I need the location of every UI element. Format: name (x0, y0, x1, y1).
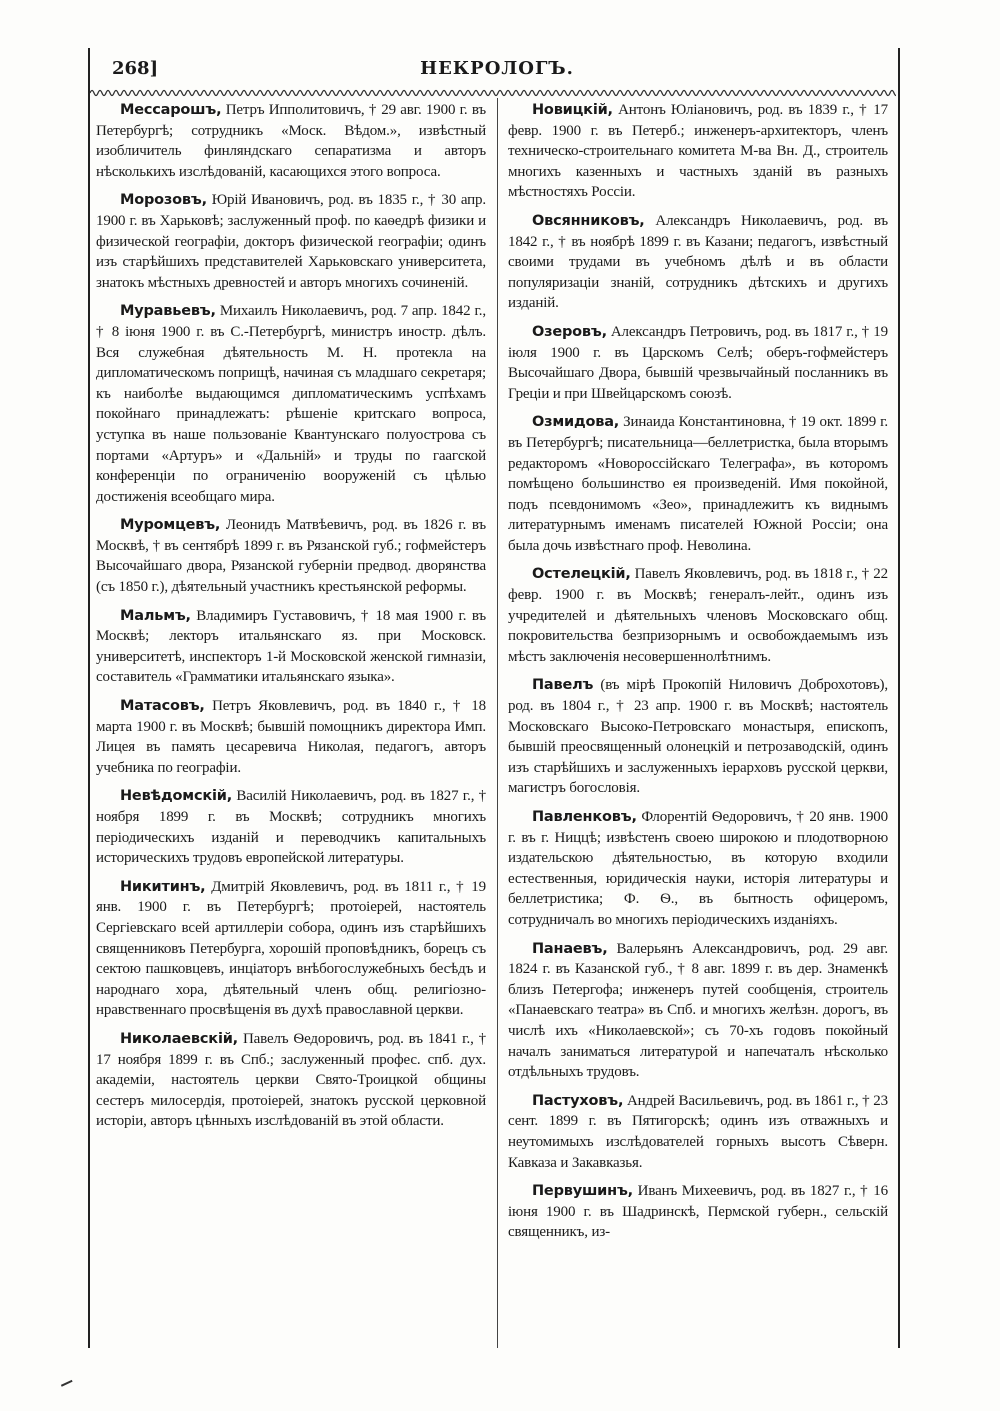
entry-name: Панаевъ, (532, 940, 608, 957)
entry-name: Овсянниковъ, (532, 212, 645, 229)
entry-name: Мальмъ, (120, 607, 191, 624)
obituary-entry (508, 675, 888, 799)
header-ornament-rule (90, 86, 896, 100)
entry-name: Муромцевъ, (120, 517, 221, 534)
obituary-entry (508, 1091, 888, 1173)
obituary-entry (508, 322, 888, 404)
entry-text: Валерьянъ Александровичъ, род. 29 авг. 1824 г. въ Казанской губ., † 8 авг. 1899 г. въ дер. Знаменкѣ близъ Петергофа; инженеръ путей сообщенія, строитель «Панаевскаго театра» въ Спб. и многихъ желѣзн. дорогъ, въ числѣ ихъ «Николаевской»; съ 70-хъ годовъ покойный началъ заниматься литературой и напечаталъ нѣсколько отдѣльныхъ трудовъ. (508, 940, 888, 1081)
entry-text: Петръ Ипполитовичъ, † 29 авг. 1900 г. въ Петербургѣ; сотрудникъ «Моск. Вѣдом.», извѣстный изобличитель финляндскаго сепаратизма и авторъ нѣсколькихъ изслѣдованій, касающихся этого вопроса. (96, 102, 486, 180)
entry-text: Василій Николаевичъ, род. въ 1827 г., † ноября 1899 г. въ Москвѣ; сотрудникъ многихъ періодическихъ изданій и переводчикъ капитальныхъ историческихъ трудовъ европейской литературы. (96, 788, 486, 867)
entry-text: Владимиръ Густавовичъ, † 18 мая 1900 г. въ Москвѣ; лекторъ итальянскаго яз. при Московск. университетѣ, инспекторъ 1-й Московской женской гимназіи, составитель «Грамматики итальянскаго языка». (96, 607, 486, 686)
page-title: НЕКРОЛОГЪ. (420, 58, 574, 79)
obituary-entry (96, 606, 486, 688)
entry-text: Флорентій Ѳедоровичъ, † 20 янв. 1900 г. въ г. Ниццѣ; извѣстенъ своею широкою и плодотворною издательскою дѣятельностью, въ которую входили естественныя, юридическія науки, исторія литературы и беллетристика; Ф. Ѳ., въ бытность офицеромъ, сотрудничалъ во многихъ періодическихъ изданіяхъ. (508, 809, 888, 928)
entry-name: Муравьевъ, (120, 303, 216, 320)
right-column (508, 100, 888, 1251)
obituary-entry (96, 100, 486, 182)
obituary-entry (96, 696, 486, 778)
entry-name: Никитинъ, (120, 878, 206, 895)
obituary-entry (508, 1181, 888, 1243)
page-number: 268] (112, 58, 159, 79)
obituary-entry (508, 211, 888, 314)
entry-text: Петръ Яковлевичъ, род. въ 1840 г., † 18 марта 1900 г. въ Москвѣ; бывшій помощникъ директора Имп. Лицея въ память цесаревича Николая, педагогъ, авторъ учебника по географіи. (96, 698, 486, 776)
entry-name: Озеровъ, (532, 323, 607, 340)
entry-name: Павелъ (532, 677, 594, 694)
entry-name: Первушинъ, (532, 1183, 633, 1200)
entry-name: Остелецкій, (532, 566, 631, 583)
entry-name: Морозовъ, (120, 192, 207, 209)
entry-name: Матасовъ, (120, 698, 205, 715)
entry-text: Андрей Васильевичъ, род. въ 1861 г., † 23 сент. 1899 г. въ Пятигорскѣ; одинъ изъ отважныхъ и неутомимыхъ изслѣдователей горныхъ высотъ Сѣверн. Кавказа и Закавказья. (508, 1092, 888, 1171)
obituary-entry (96, 1029, 486, 1132)
obituary-entry (96, 877, 486, 1021)
entry-text: Иванъ Михеевичъ, род. въ 1827 г., † 16 іюня 1900 г. въ Шадринскѣ, Пермской губерн., сельскій священникъ, из- (508, 1183, 888, 1241)
obituary-entry (508, 939, 888, 1083)
obituary-entry (96, 301, 486, 507)
entry-text: Дмитрій Яковлевичъ, род. въ 1811 г., † 19 янв. 1900 г. въ Петербургѣ; протоіерей, настоятель Сергіевскаго всей артиллеріи собора, одинъ изъ старѣйшихъ священниковъ Петербурга, хорошій проповѣдникъ, борецъ съ сектою пашковцевъ, инціаторъ внѣбогослужебныхъ бесѣдъ и народнаго хора, дѣятельный членъ общ. религіозно-нравственнаго просвѣщенія въ духѣ православной церкви. (96, 878, 486, 1019)
entry-name: Павленковъ, (532, 809, 637, 825)
obituary-entry (96, 515, 486, 597)
entry-text: (въ мірѣ Прокопій Ниловичъ Доброхотовъ), род. въ 1804 г., † 23 апр. 1900 г. въ Москвѣ; настоятель Московскаго Высоко-Петровскаго монастыря, епископъ, бывшій преосвященный олонецкій и петрозаводскій, одинъ изъ старѣйшихъ и заслуженныхъ іерарховъ русской церкви, магистръ богословія. (508, 677, 888, 797)
entry-text: Михаилъ Николаевичъ, род. 7 апр. 1842 г., † 8 іюня 1900 г. въ С.-Петербургѣ, министръ иностр. дѣлъ. Вся служебная дѣятельность М. Н. протекла на дипломатическомъ поприщѣ, начиная съ младшаго секретаря; къ наиболѣе выдающимся дипломатическимъ успѣхамъ покойнаго принадлежатъ: рѣшеніе критскаго вопроса, уступка въ наше пользованіе Квантунскаго полуострова съ портами «Артуръ» и «Дальній» и труды по гаагской конференціи по ограниченію вооруженій съ цѣлью достиженія всеобщаго мира. (96, 303, 486, 505)
obituary-entry (508, 412, 888, 556)
entry-name: Новицкій, (532, 102, 613, 118)
obituary-entry (96, 190, 486, 293)
entry-name: Невѣдомскій, (120, 788, 233, 805)
entry-name: Озмидова, (532, 414, 620, 431)
page-header (112, 58, 882, 88)
entry-text: Зинаида Константиновна, † 19 окт. 1899 г. въ Петербургѣ; писательница—беллетристка, была вторымъ редакторомъ «Новороссійскаго Телеграфа», въ которомъ помѣщено большинство ея произведеній. Имя покойной, подъ псевдонимомъ «Зео», принадлежитъ къ виднымъ литературнымъ именамъ писателей Южной Россіи; она была дочь извѣстнаго проф. Неволина. (508, 414, 888, 554)
entry-text: Леонидъ Матвѣевичъ, род. въ 1826 г. въ Москвѣ, † въ сентябрѣ 1899 г. въ Рязанской губ.; гофмейстеръ Высочайшаго двора, Рязанской губерніи предвод. дворянства (съ 1850 г.), дѣятельный участникъ крестьянской реформы. (96, 517, 486, 596)
entry-text: Александръ Николаевичъ, род. въ 1842 г., † въ ноябрѣ 1899 г. въ Казани; педагогъ, извѣстный своими трудами въ учебномъ дѣлѣ и въ области популяризаціи знаній, сотрудникъ дѣтскихъ и другихъ изданій. (508, 212, 888, 312)
entry-text: Александръ Петровичъ, род. въ 1817 г., † 19 іюля 1900 г. въ Царскомъ Селѣ; оберъ-гофмейстеръ Высочайшаго Двора, бывшій чрезвычайный посланникъ въ Греціи и при Швейцарскомъ союзѣ. (508, 323, 888, 402)
column-divider (497, 98, 498, 1348)
entry-text: Павелъ Яковлевичъ, род. въ 1818 г., † 22 февр. 1900 г. въ Москвѣ; генералъ-лейт., одинъ изъ учредителей и дѣятельныхъ членовъ Московскаго общ. покровительства безпризорнымъ и освобождаемымъ изъ мѣстъ заключенія несовершеннолѣтнимъ. (508, 566, 888, 665)
left-column (96, 100, 486, 1140)
entry-text: Антонъ Юліановичъ, род. въ 1839 г., † 17 февр. 1900 г. въ Петерб.; инженеръ-архитекторъ, членъ техническо-строительнаго комитета М-ва Вн. Д., строитель многихъ казенныхъ и частныхъ зданій въ разныхъ мѣстностяхъ Россіи. (508, 102, 888, 201)
entry-name: Мессарошъ, (120, 102, 222, 118)
entry-text: Юрій Ивановичъ, род. въ 1835 г., † 30 апр. 1900 г. въ Харьковѣ; заслуженный проф. по каѳедрѣ физики и физической географіи, докторъ физической географіи; одинъ изъ старѣйшихъ представителей Харьковскаго университета, знатокъ мѣстныхъ древностей и авторъ многихъ сочиненій. (96, 192, 486, 291)
entry-name: Николаевскій, (120, 1030, 238, 1047)
obituary-entry (508, 807, 888, 931)
obituary-entry (508, 100, 888, 203)
entry-text: Павелъ Ѳедоровичъ, род. въ 1841 г., † 17 ноября 1899 г. въ Спб.; заслуженный профес. спб. дух. академіи, настоятель церкви Свято-Троицкой общины сестеръ милосердія, протоіерей, знатокъ русской церковной исторіи, авторъ цѣнныхъ изслѣдованій въ этой области. (96, 1030, 486, 1130)
pen-mark (61, 1380, 75, 1392)
obituary-entry (508, 564, 888, 667)
obituary-entry (96, 786, 486, 868)
entry-name: Пастуховъ, (532, 1092, 624, 1109)
